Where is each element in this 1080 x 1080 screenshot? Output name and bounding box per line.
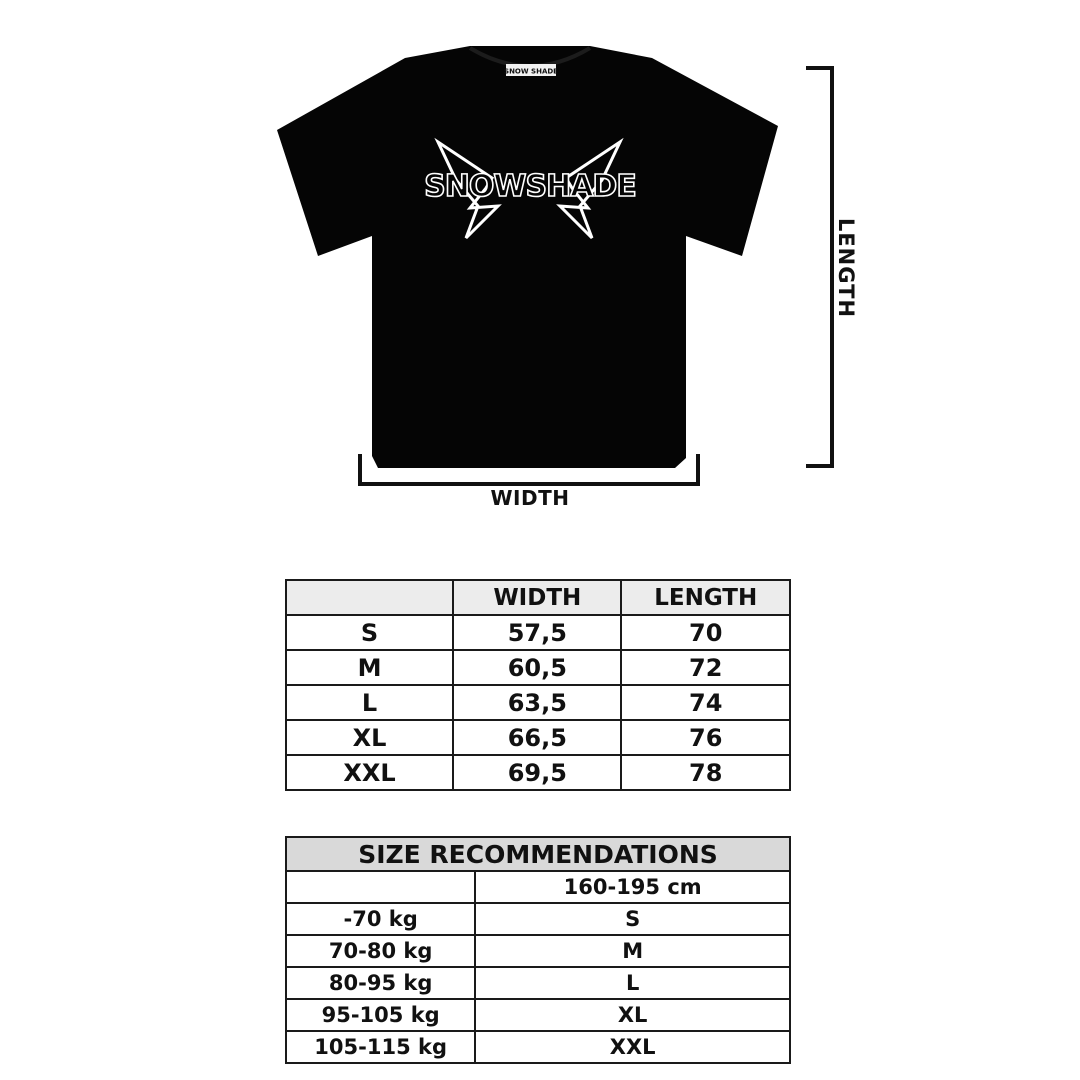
header-size	[286, 580, 453, 615]
length-label: LENGTH	[834, 217, 858, 319]
table-row	[286, 903, 790, 935]
neck-tag-text: SNOW SHADE	[504, 67, 558, 76]
width-label: WIDTH	[490, 486, 570, 510]
length-cell: 74	[621, 685, 790, 720]
header-length: LENGTH	[621, 580, 790, 615]
size-cell: L	[286, 685, 453, 720]
size-cell: S	[286, 615, 453, 650]
table-row	[286, 1031, 790, 1063]
size-cell: XXL	[286, 755, 453, 790]
empty-cell	[286, 871, 475, 903]
width-cell: 60,5	[453, 650, 621, 685]
width-cell: 69,5	[453, 755, 621, 790]
size-cell: M	[286, 650, 453, 685]
table-row	[286, 999, 790, 1031]
weight-cell: -70 kg	[286, 903, 475, 935]
size-chart-header-row	[286, 580, 790, 615]
table-row	[286, 720, 790, 755]
table-row	[286, 615, 790, 650]
size-recommendations-table	[285, 836, 791, 1064]
recommendations-title-row	[286, 837, 790, 871]
table-row	[286, 685, 790, 720]
weight-cell: 80-95 kg	[286, 967, 475, 999]
size-cell: XL	[286, 720, 453, 755]
recommendations-title: SIZE RECOMMENDATIONS	[286, 837, 790, 871]
recommended-size-cell: M	[475, 935, 790, 967]
table-row	[286, 650, 790, 685]
weight-cell: 105-115 kg	[286, 1031, 475, 1063]
length-cell: 70	[621, 615, 790, 650]
table-row	[286, 967, 790, 999]
weight-cell: 95-105 kg	[286, 999, 475, 1031]
recommended-size-cell: XL	[475, 999, 790, 1031]
recommended-size-cell: S	[475, 903, 790, 935]
height-row	[286, 871, 790, 903]
tshirt-body	[277, 46, 778, 468]
length-cell: 72	[621, 650, 790, 685]
table-row	[286, 935, 790, 967]
size-chart-table	[285, 579, 791, 791]
height-range-cell: 160-195 cm	[475, 871, 790, 903]
header-width: WIDTH	[453, 580, 621, 615]
width-cell: 66,5	[453, 720, 621, 755]
length-cell: 78	[621, 755, 790, 790]
length-cell: 76	[621, 720, 790, 755]
width-cell: 63,5	[453, 685, 621, 720]
recommended-size-cell: L	[475, 967, 790, 999]
table-row	[286, 755, 790, 790]
brand-print-text: SNOWSHADE	[424, 169, 636, 204]
length-bracket	[806, 68, 832, 466]
weight-cell: 70-80 kg	[286, 935, 475, 967]
width-cell: 57,5	[453, 615, 621, 650]
recommended-size-cell: XXL	[475, 1031, 790, 1063]
